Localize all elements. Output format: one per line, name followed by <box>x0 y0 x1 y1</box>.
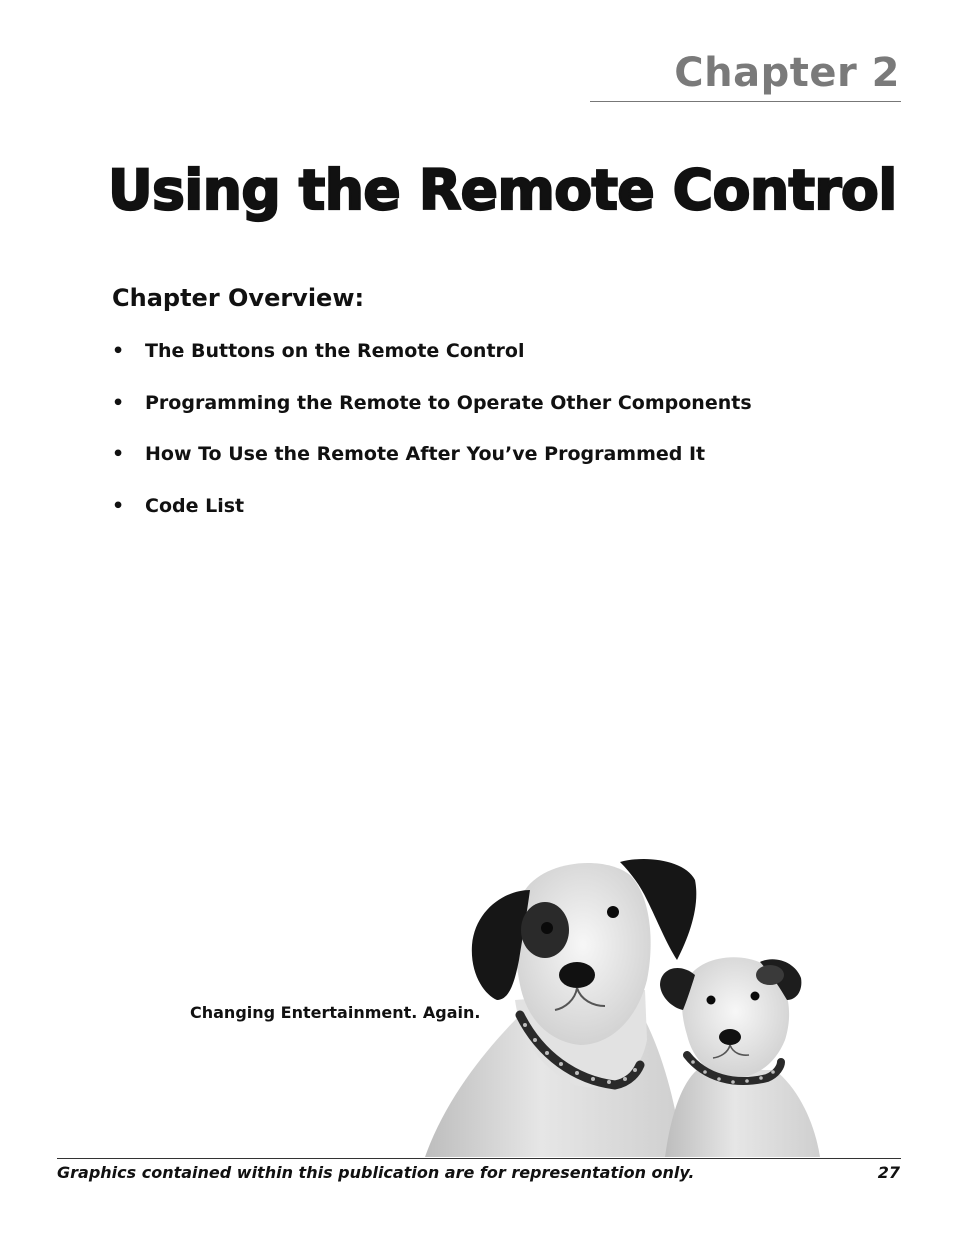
small-dog-right-eye <box>751 992 760 1001</box>
two-dogs-photo <box>415 850 835 1157</box>
footer-divider <box>57 1158 901 1159</box>
big-dog-nose <box>559 962 595 988</box>
big-dog-right-eye <box>607 906 619 918</box>
small-dog-nose <box>719 1029 741 1045</box>
footer-note: Graphics contained within this publication are for representation only. <box>57 1163 695 1182</box>
page-number: 27 <box>877 1163 900 1182</box>
big-dog-left-eye <box>541 922 553 934</box>
small-dog-ear-patch <box>756 965 784 985</box>
small-dog-left-eye <box>707 996 716 1005</box>
chapter-label: Chapter 2 <box>674 50 900 96</box>
bullet-icon: • <box>112 494 125 517</box>
list-item-text: How To Use the Remote After You’ve Programmed It <box>145 443 706 466</box>
list-item-text: Code List <box>145 494 245 517</box>
list-item-text: The Buttons on the Remote Control <box>145 340 525 362</box>
page-title: Using the Remote Control <box>108 158 897 222</box>
tagline: Changing Entertainment. Again. <box>190 1003 481 1022</box>
chapter-divider <box>590 101 901 102</box>
bullet-icon: • <box>112 340 125 362</box>
list-item-text: Programming the Remote to Operate Other Components <box>145 391 752 414</box>
bullet-icon: • <box>112 443 125 466</box>
overview-heading: Chapter Overview: <box>112 284 365 312</box>
bullet-icon: • <box>112 391 125 414</box>
